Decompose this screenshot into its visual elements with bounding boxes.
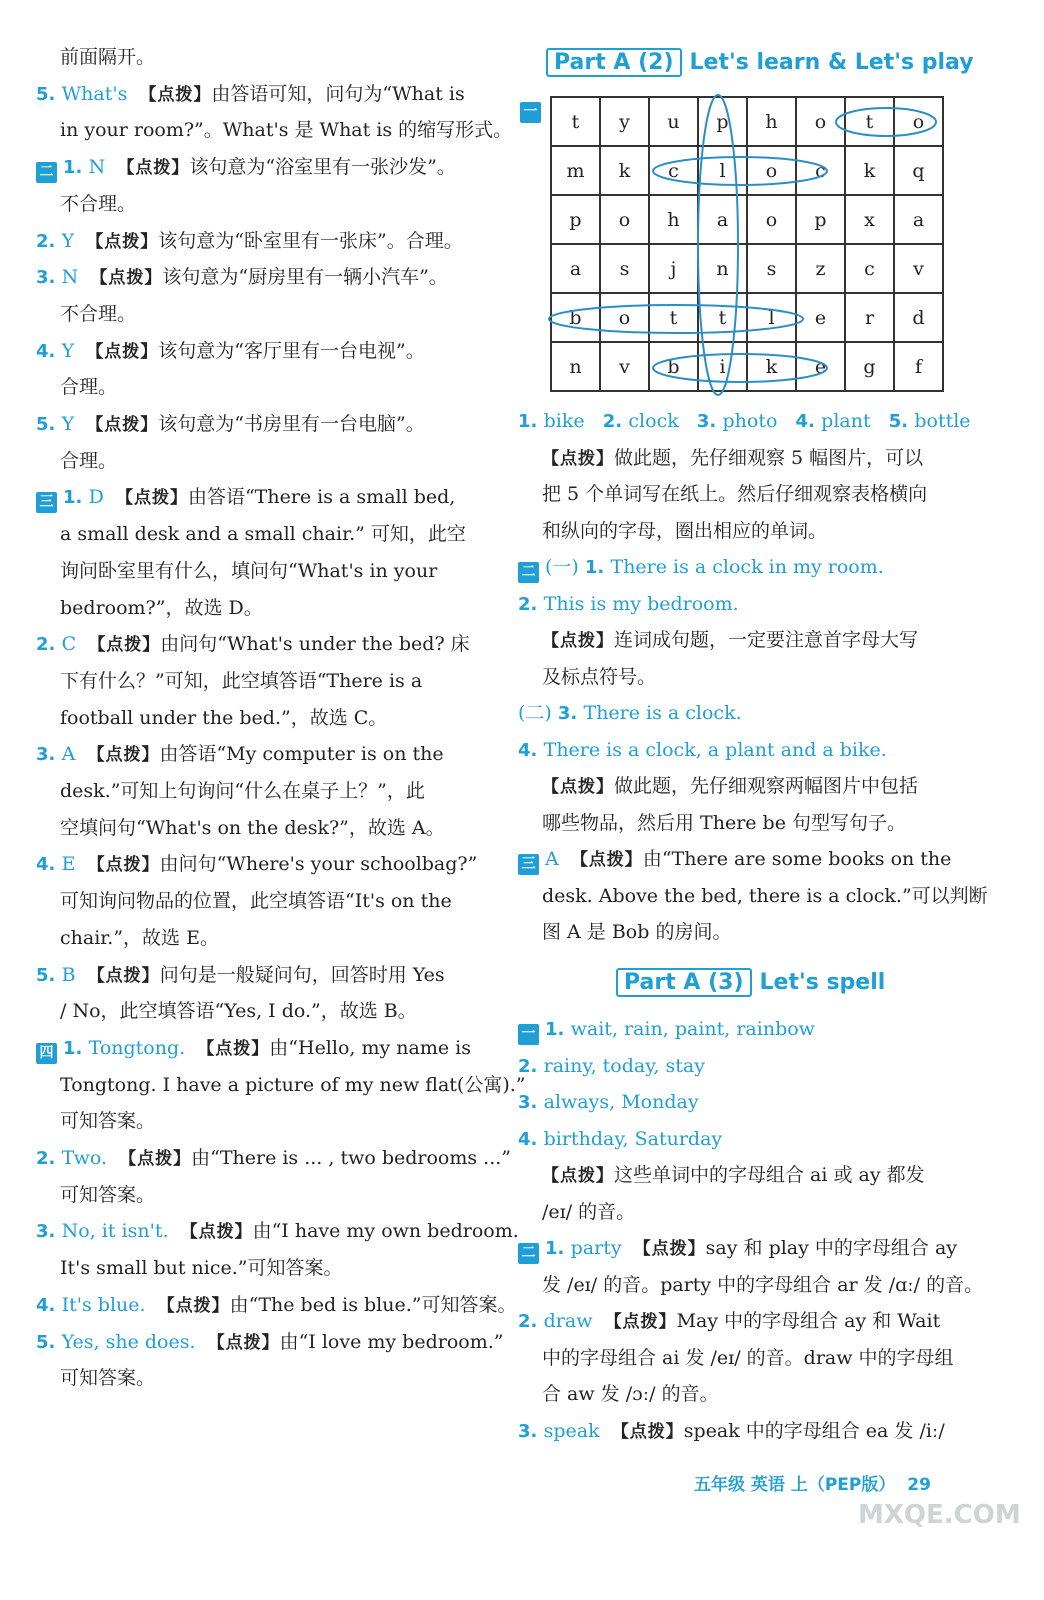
explanation-text: 这些单词中的字母组合 ai 或 ay 都发 [614,1164,925,1186]
grid-cell: n [551,342,600,391]
text-line [518,625,918,656]
hint-label: 【点拨】 [88,635,161,656]
section-marker: 二 [518,1243,539,1264]
text-line [518,808,906,838]
text-line [36,1290,517,1321]
explanation-text: 询问卧室里有什么，填问句“What's in your [60,559,438,582]
text-line [518,1051,717,1082]
explanation-text: chair.”，故选 E。 [60,926,219,949]
answer-text: Y [61,413,87,435]
explanation-text: 哪些物品，然后用 There be 句型写句子。 [542,811,907,834]
heading-title: Let's learn & Let's play [689,50,974,75]
answer-text: Y [61,229,87,252]
answer-text: wait, rain, paint, rainbow [570,1018,828,1040]
grid-cell: v [894,244,943,293]
explanation-text: / No，此空填答语“Yes, I do.”，故选 B。 [60,1000,417,1023]
grid-cell: c [845,244,894,293]
hint-label: 【点拨】 [604,1312,677,1332]
text-line [518,1160,925,1191]
question-number: 4. [795,411,822,432]
answer-text: rainy, today, stay [543,1054,718,1077]
answer-text: D [88,486,116,509]
grid-cell: d [894,293,943,342]
grid-cell: h [747,97,796,146]
grid-cell: p [698,97,747,146]
question-number: 3. [36,267,62,289]
text-line [518,552,896,583]
section-marker: 二 [518,562,539,583]
answer-text: Two. [61,1147,120,1169]
text-line [36,1070,526,1100]
text-line [36,813,445,843]
part-a2-heading [546,50,974,75]
answer-text: plant [821,410,889,432]
hint-label: 【点拨】 [633,1239,706,1259]
grid-cell: n [698,244,747,293]
text-line [36,1327,503,1358]
sub-part-label: (一) [545,556,585,578]
text-line [36,189,136,219]
text-line [36,886,452,916]
explanation-text: 不合理。 [60,302,137,325]
hint-label: 【点拨】 [87,855,160,876]
grid-cell: p [551,195,600,244]
explanation-text: 由“There is ... , two bedrooms ...” [191,1147,512,1169]
text-line [36,556,437,586]
question-number: 3. [696,411,723,432]
question-number: 1. [545,1019,571,1040]
hint-label: 【点拨】 [197,1038,270,1059]
part-a3-heading [616,970,885,995]
grid-cell: h [649,195,698,244]
grid-row [551,97,943,146]
text-line [518,1416,945,1447]
explanation-text: 及标点符号。 [542,665,657,688]
explanation-text: 空填问句“What's on the desk?”，故选 A。 [60,816,445,839]
grid-cell: l [698,146,747,195]
text-line [36,226,463,257]
answer-text: N [61,266,91,289]
question-number: 5. [888,411,915,432]
explanation-text: 由“There are some books on the [642,848,952,870]
question-number: 2. [602,411,629,432]
answer-text: There is a clock. [583,702,754,724]
text-line [36,446,117,476]
explanation-text: 由问句“Where's your schoolbag?” [159,853,478,876]
text-line [36,482,455,513]
text-line [36,1363,155,1393]
explanation-text: 做此题，先仔细观察 5 幅图片，可以 [614,446,924,469]
heading-title: Let's spell [759,970,886,995]
answer-text: party [570,1237,634,1259]
hint-label: 【点拨】 [542,631,614,651]
grid-cell: k [845,146,894,195]
grid-row [551,293,943,342]
hint-label: 【点拨】 [207,1332,280,1353]
text-line [36,593,263,623]
explanation-text: Tongtong. I have a picture of my new flat(公寓).” [60,1073,526,1096]
question-number: 4. [518,739,544,761]
grid-cell: r [845,293,894,342]
explanation-text: 由答语“My computer is on the [159,743,444,766]
grid-cell: y [600,97,649,146]
explanation-text: 可知答案。 [60,1183,156,1206]
grid-cell: s [600,244,649,293]
text-line [518,1087,711,1118]
explanation-text: 连词成句题，一定要注意首字母大写 [614,629,919,651]
text-line [36,42,155,72]
explanation-text: 前面隔开。 [60,46,156,68]
answer-text: bike [543,410,603,432]
explanation-text: a small desk and a small chair.” 可知，此空 [60,523,466,546]
grid-row [551,244,943,293]
text-line [36,115,512,145]
question-number: 2. [36,1148,62,1169]
text-line [36,372,117,402]
hint-label: 【点拨】 [139,84,212,105]
page-number: 29 [907,1475,931,1495]
part-tag: Part A (2) [546,48,682,77]
hint-label: 【点拨】 [86,231,159,252]
explanation-text: 合理。 [60,376,118,399]
grid-cell: i [698,342,747,391]
question-number: 1. [545,1238,571,1259]
text-line [36,519,466,549]
question-number: 1. [63,1037,89,1059]
text-line [518,1270,983,1300]
text-line [518,1343,954,1373]
text-line [518,1197,635,1227]
text-line [36,299,136,329]
text-line [518,479,927,509]
grid-cell: a [698,195,747,244]
text-line [36,1180,155,1210]
grid-cell: a [551,244,600,293]
hint-label: 【点拨】 [611,1421,684,1442]
grid-cell: x [845,195,894,244]
answer-text: speak [543,1419,612,1442]
explanation-text: May 中的字母组合 ay 和 Wait [676,1310,941,1332]
text-line [518,881,988,911]
answer-text: What's [61,82,140,105]
watermark: MXQE.COM [858,1500,1021,1530]
explanation-text: football under the bed.”，故选 C。 [60,706,388,729]
text-line [36,1033,471,1064]
explanation-text: 可知答案。 [60,1110,156,1133]
question-number: 5. [36,964,62,986]
hint-label: 【点拨】 [542,777,614,797]
text-line [518,1306,940,1337]
answer-text: Tongtong. [88,1036,198,1059]
section-marker: 二 [36,162,57,183]
question-number: 3. [36,744,62,766]
answer-text: always, Monday [543,1091,711,1113]
explanation-text: 该句意为“书房里有一台电脑”。 [158,413,425,435]
text-line [518,844,951,875]
text-line [36,336,425,367]
hint-label: 【点拨】 [542,1166,614,1186]
text-line [36,1143,511,1174]
explanation-text: 中的字母组合 ai 发 /eɪ/ 的音。draw 中的字母组 [542,1346,954,1369]
text-line [36,739,444,770]
question-number: 3. [557,703,584,724]
sub-part-label: (二) [518,702,558,724]
question-number: 4. [518,1128,544,1150]
grid-cell: v [600,342,649,391]
answer-text: clock [628,410,697,432]
answer-text: This is my bedroom. [543,592,751,615]
text-line [518,589,751,620]
question-number: 5. [36,83,62,105]
explanation-text: 做此题，先仔细观察两幅图片中包括 [614,775,919,797]
grid-cell: c [796,146,845,195]
section-marker: 三 [518,854,539,875]
grid-cell: p [796,195,845,244]
explanation-text: 把 5 个单词写在纸上。然后仔细观察表格横向 [542,483,928,505]
grid-cell: o [796,97,845,146]
text-line [518,771,918,802]
grid-cell: o [747,146,796,195]
answer-text: Yes, she does. [61,1330,208,1353]
text-line [518,1379,719,1409]
answer-text: Y [61,339,87,362]
text-line [518,406,989,437]
text-line [518,1014,827,1045]
question-number: 5. [36,414,62,435]
text-line [36,996,417,1026]
text-line [36,79,465,110]
grid-cell: o [600,195,649,244]
grid-cell: c [649,146,698,195]
question-number: 3. [518,1092,544,1113]
question-number: 4. [36,854,62,876]
grid-cell: a [894,195,943,244]
question-number: 5. [36,1331,62,1353]
question-number: 1. [584,557,611,578]
part-tag: Part A (3) [616,968,752,997]
question-number: 3. [518,1420,544,1442]
grid-cell: j [649,244,698,293]
text-line [518,735,899,766]
explanation-text: in your room?”。What's 是 What is 的缩写形式。 [60,119,513,142]
question-number: 2. [36,230,62,252]
explanation-text: 图 A 是 Bob 的房间。 [542,921,732,943]
grid-cell: t [649,293,698,342]
hint-label: 【点拨】 [86,415,159,435]
grid-cell: z [796,244,845,293]
question-number: 4. [36,340,62,362]
explanation-text: bedroom?”，故选 D。 [60,596,263,619]
question-number: 1. [63,157,89,179]
grid-row [551,195,943,244]
grid-cell: l [747,293,796,342]
grid-cell: e [796,342,845,391]
footer-label: 五年级 英语 上（PEP版） [694,1475,896,1495]
answer-text: There is a clock in my room. [610,556,896,578]
answer-text: C [61,633,89,656]
grid-cell: k [747,342,796,391]
explanation-text: speak 中的字母组合 ea 发 /iː/ [683,1419,945,1442]
answer-text: draw [543,1310,605,1332]
answer-text: photo [722,410,796,432]
explanation-text: 由“I love my bedroom.” [279,1330,504,1353]
hint-label: 【点拨】 [180,1222,253,1243]
explanation-text: 由“The bed is blue.”可知答案。 [229,1293,517,1316]
grid-cell: m [551,146,600,195]
explanation-text: 发 /eɪ/ 的音。party 中的字母组合 ar 发 /ɑː/ 的音。 [542,1273,984,1296]
text-line [36,262,448,293]
grid-cell: g [845,342,894,391]
answer-text: It's blue. [61,1293,158,1316]
text-line [36,776,425,806]
grid-cell: q [894,146,943,195]
question-number: 2. [518,593,544,615]
text-line [518,516,827,546]
grid-row [551,146,943,195]
text-line [518,698,754,729]
answer-text: bottle [914,410,989,432]
explanation-text: 可知询问物品的位置，此空填答语“It's on the [60,890,452,913]
explanation-text: 问句是一般疑问句，回答时用 Yes [159,963,445,986]
grid-section-marker: 一 [520,98,547,123]
hint-label: 【点拨】 [115,488,188,509]
answer-text: A [545,848,571,870]
grid-cell: o [894,97,943,146]
text-line [518,662,656,692]
text-line [36,629,470,660]
hint-label: 【点拨】 [570,850,643,870]
answer-text: There is a clock, a plant and a bike. [543,738,899,761]
page-footer [694,1470,931,1495]
explanation-text: 该句意为“浴室里有一张沙发”。 [189,156,456,179]
grid-cell: b [551,293,600,342]
question-number: 2. [518,1311,544,1332]
text-line [518,1233,957,1264]
answer-text: A [61,743,88,766]
explanation-text: /eɪ/ 的音。 [542,1200,636,1223]
explanation-text: 由答语“There is a small bed, [187,486,456,509]
text-line [36,666,422,696]
explanation-text: 不合理。 [60,192,137,215]
explanation-text: 该句意为“卧室里有一张床”。合理。 [158,229,463,252]
grid-cell: f [894,342,943,391]
grid-cell: t [551,97,600,146]
explanation-text: 合 aw 发 /ɔː/ 的音。 [542,1383,719,1405]
text-line [518,917,731,947]
answer-text: No, it isn't. [61,1220,181,1243]
grid-cell: e [796,293,845,342]
grid-cell: t [698,293,747,342]
text-line [518,1124,734,1155]
section-marker: 三 [36,492,57,513]
text-line [36,849,477,880]
explanation-text: 下有什么？”可知，此空填答语“There is a [60,669,423,692]
text-line [36,409,425,440]
explanation-text: desk.”可知上句询问“什么在桌子上？”，此 [60,780,425,802]
question-number: 3. [36,1221,62,1243]
hint-label: 【点拨】 [119,1149,192,1169]
text-line [36,703,387,733]
answer-text: E [61,853,88,876]
explanation-text: 可知答案。 [60,1367,156,1390]
text-line [36,960,445,991]
explanation-text: It's small but nice.”可知答案。 [60,1257,343,1280]
explanation-text: 由“I have my own bedroom. [252,1220,519,1243]
answer-text: B [61,963,88,986]
hint-label: 【点拨】 [87,965,160,986]
hint-label: 【点拨】 [542,448,614,469]
text-line [36,923,219,953]
section-marker: 四 [36,1043,57,1064]
grid-cell: o [600,293,649,342]
answer-text: birthday, Saturday [543,1127,735,1150]
explanation-text: 合理。 [60,449,118,472]
section-marker: 一 [518,1024,539,1045]
hint-label: 【点拨】 [157,1295,230,1316]
grid-cell: b [649,342,698,391]
question-number: 2. [36,634,62,656]
question-number: 2. [518,1055,544,1077]
explanation-text: 和纵向的字母，圈出相应的单词。 [542,519,828,542]
hint-label: 【点拨】 [86,341,159,362]
grid-cell: u [649,97,698,146]
text-line [36,1106,155,1136]
explanation-text: 该句意为“客厅里有一台电视”。 [158,339,425,362]
explanation-text: desk. Above the bed, there is a clock.”可以判断 [542,884,988,907]
grid-cell: t [845,97,894,146]
text-line [518,443,923,474]
grid-row [551,342,943,391]
hint-label: 【点拨】 [90,268,163,289]
question-number: 1. [518,411,544,432]
text-line [36,152,456,183]
text-line [36,1253,342,1283]
explanation-text: 由“Hello, my name is [269,1036,471,1059]
explanation-text: 由问句“What's under the bed? 床 [160,633,470,656]
text-line [36,1216,519,1247]
question-number: 4. [36,1294,62,1316]
grid-cell: s [747,244,796,293]
word-search-grid [550,96,944,392]
explanation-text: 该句意为“厨房里有一辆小汽车”。 [162,266,448,289]
explanation-text: 由答语可知，问句为“What is [211,82,465,105]
grid-cell: o [747,195,796,244]
answer-text: N [88,156,118,179]
explanation-text: say 和 play 中的字母组合 ay [705,1237,958,1259]
grid-cell: k [600,146,649,195]
hint-label: 【点拨】 [117,158,190,179]
hint-label: 【点拨】 [87,745,160,766]
question-number: 1. [63,487,89,509]
